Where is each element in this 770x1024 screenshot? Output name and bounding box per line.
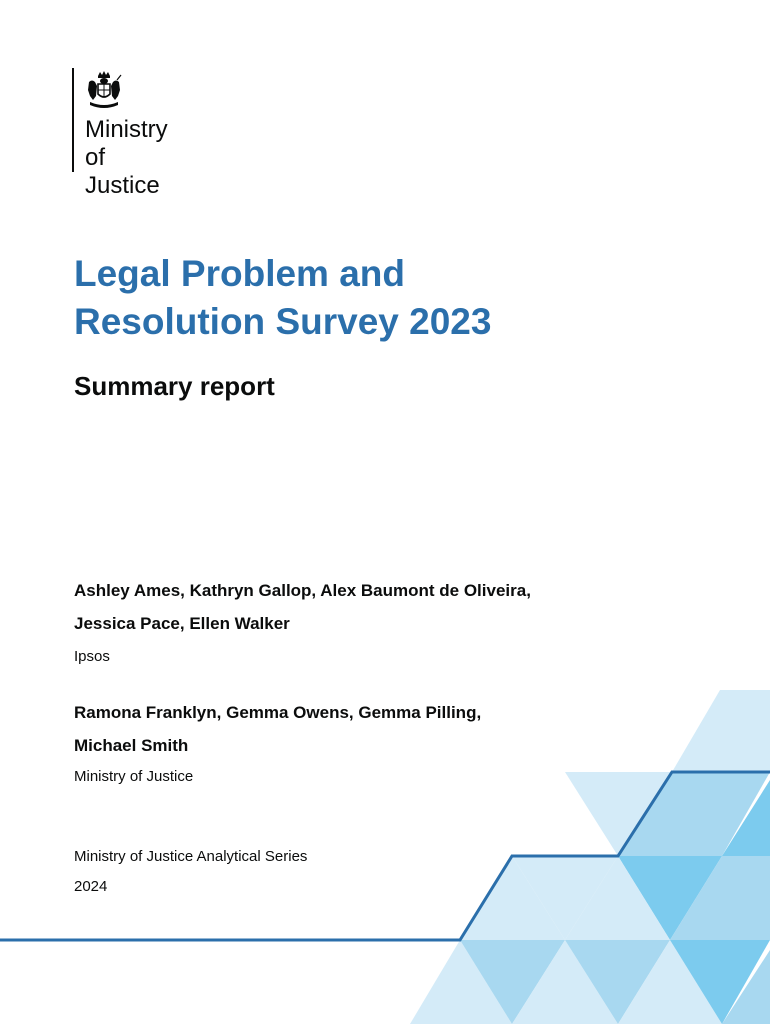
report-title-line-2: Resolution Survey 2023	[74, 301, 492, 342]
series-year: 2024	[74, 878, 108, 895]
report-subtitle: Summary report	[74, 371, 275, 401]
author-line: Michael Smith	[74, 736, 189, 755]
author-organisation: Ipsos	[74, 648, 110, 665]
logo-line-1: Ministry	[85, 116, 168, 143]
logo-line-2: of Justice	[85, 144, 160, 199]
series-name: Ministry of Justice Analytical Series	[74, 848, 308, 865]
logo-wordmark	[85, 116, 168, 200]
royal-coat-of-arms-icon	[84, 70, 124, 110]
author-line: Ramona Franklyn, Gemma Owens, Gemma Pilling,	[74, 703, 482, 722]
report-title-line-1: Legal Problem and	[74, 253, 406, 294]
report-title	[74, 250, 491, 346]
decorative-triangle-pattern	[0, 680, 770, 1024]
triangle-shape	[672, 690, 770, 772]
author-line: Jessica Pace, Ellen Walker	[74, 614, 290, 633]
author-organisation: Ministry of Justice	[74, 768, 194, 785]
author-list-ipsos	[74, 574, 694, 640]
author-line: Ashley Ames, Kathryn Gallop, Alex Baumont de Oliveira,	[74, 581, 531, 600]
logo-divider-bar	[72, 68, 74, 172]
